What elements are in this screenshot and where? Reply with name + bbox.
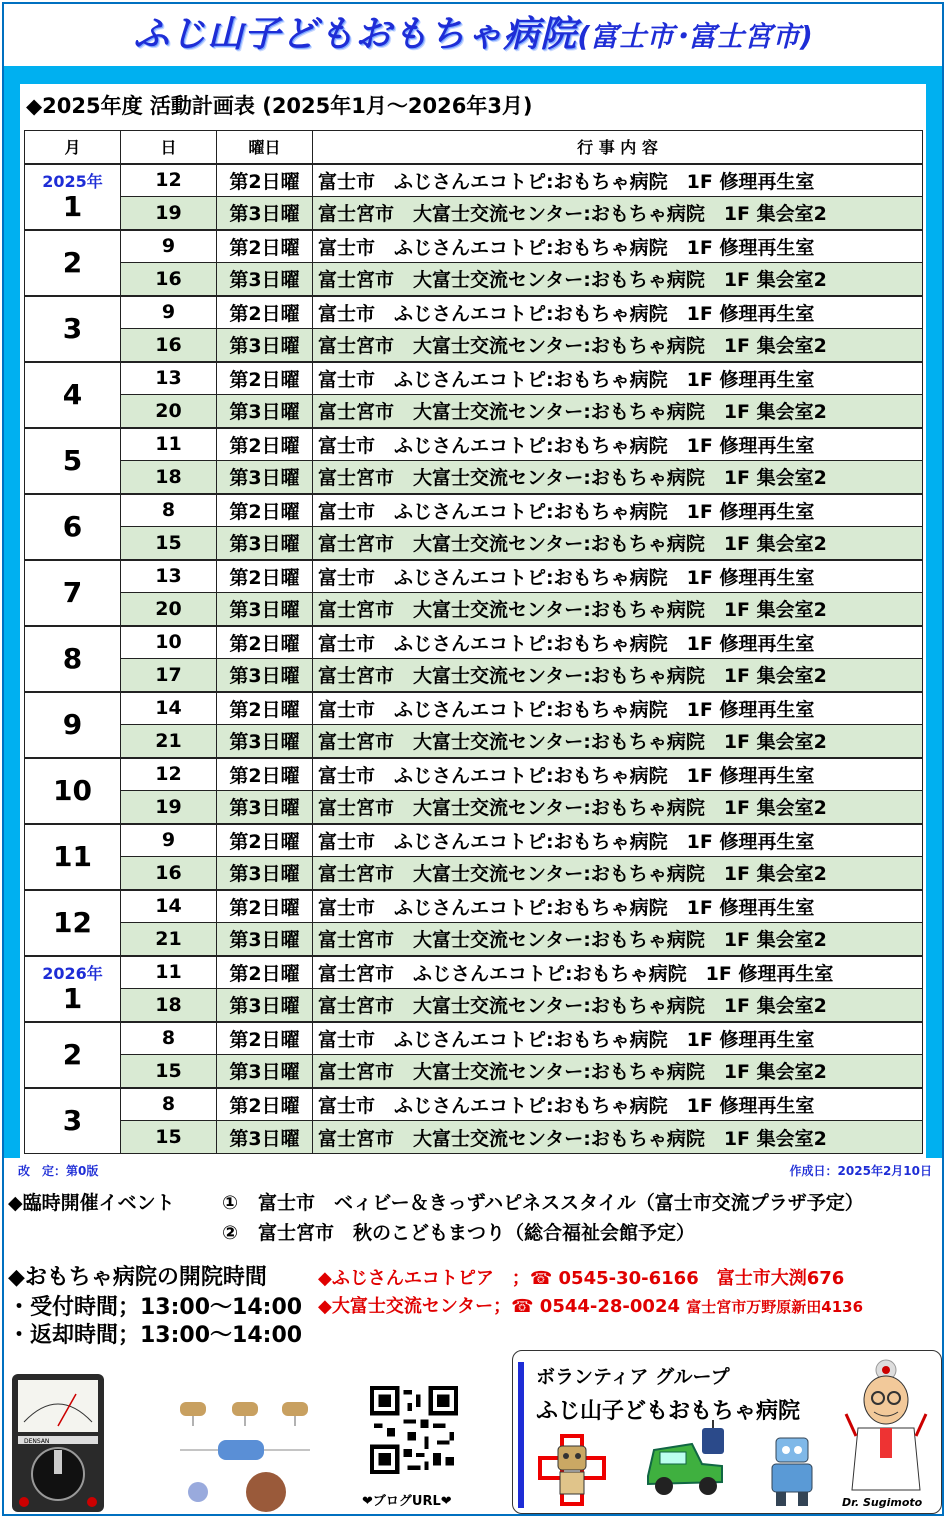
table-row	[25, 857, 923, 890]
day-cell: 15	[121, 1055, 217, 1088]
header-event: 行 事 内 容	[313, 131, 923, 164]
volunteer-bar	[518, 1362, 524, 1508]
page-title	[0, 6, 946, 62]
temporary-heading: ◆臨時開催イベント	[8, 1192, 175, 1214]
table-row	[25, 494, 923, 527]
weekday-cell: 第2日曜	[217, 890, 313, 923]
multimeter-icon	[10, 1372, 106, 1514]
month-number: 1	[62, 189, 83, 223]
day-cell: 20	[121, 593, 217, 626]
contact-ecotopia	[318, 1264, 844, 1290]
table-row	[25, 593, 923, 626]
day-cell: 19	[121, 197, 217, 230]
table-row	[25, 923, 923, 956]
month-cell	[25, 494, 121, 560]
created-date: 作成日：2025年2月10日	[789, 1164, 932, 1178]
contact-ofuji	[318, 1292, 863, 1318]
weekday-cell: 第3日曜	[217, 197, 313, 230]
day-cell: 18	[121, 461, 217, 494]
day-cell: 17	[121, 659, 217, 692]
temporary-item-num: ②	[222, 1222, 239, 1244]
month-cell	[25, 1022, 121, 1088]
weekday-cell: 第3日曜	[217, 725, 313, 758]
weekday-cell: 第3日曜	[217, 461, 313, 494]
day-cell: 13	[121, 560, 217, 593]
qr-code-icon[interactable]	[370, 1386, 458, 1474]
table-row	[25, 1121, 923, 1154]
month-number: 2	[62, 1037, 83, 1071]
day-cell: 21	[121, 725, 217, 758]
table-header-row	[25, 131, 923, 164]
event-cell: 富士宮市 大富士交流センター:おもちゃ病院 1F 集会室2	[313, 1121, 923, 1154]
robot-cross-icon	[536, 1432, 608, 1508]
event-cell: 富士宮市 大富士交流センター:おもちゃ病院 1F 集会室2	[313, 989, 923, 1022]
month-cell	[25, 758, 121, 824]
table-row	[25, 791, 923, 824]
table-row	[25, 659, 923, 692]
day-cell: 19	[121, 791, 217, 824]
table-row	[25, 1022, 923, 1055]
day-cell: 18	[121, 989, 217, 1022]
table-row	[25, 428, 923, 461]
reception-hours: ・受付時間；13:00～14:00	[8, 1295, 303, 1320]
weekday-cell: 第3日曜	[217, 923, 313, 956]
event-cell: 富士市 ふじさんエコトピ:おもちゃ病院 1F 修理再生室	[313, 758, 923, 791]
temporary-item-text: 富士宮市 秋のこどもまつり（総合福祉会館予定）	[258, 1222, 696, 1244]
qr-label: ❤ブログURL❤	[362, 1494, 452, 1509]
weekday-cell: 第2日曜	[217, 1022, 313, 1055]
table-row	[25, 956, 923, 989]
month-number: 10	[53, 773, 92, 807]
month-cell	[25, 296, 121, 362]
event-cell: 富士宮市 大富士交流センター:おもちゃ病院 1F 集会室2	[313, 1055, 923, 1088]
weekday-cell: 第2日曜	[217, 824, 313, 857]
weekday-cell: 第2日曜	[217, 758, 313, 791]
month-number: 6	[62, 509, 83, 543]
event-cell: 富士市 ふじさんエコトピ:おもちゃ病院 1F 修理再生室	[313, 1088, 923, 1121]
day-cell: 9	[121, 296, 217, 329]
weekday-cell: 第3日曜	[217, 1055, 313, 1088]
weekday-cell: 第2日曜	[217, 296, 313, 329]
weekday-cell: 第3日曜	[217, 593, 313, 626]
day-cell: 21	[121, 923, 217, 956]
month-cell	[25, 956, 121, 1022]
doctor-label: Dr. Sugimoto	[842, 1496, 923, 1509]
day-cell: 12	[121, 164, 217, 197]
day-cell: 12	[121, 758, 217, 791]
month-number: 3	[62, 311, 83, 345]
day-cell: 9	[121, 230, 217, 263]
month-cell	[25, 164, 121, 230]
month-cell	[25, 560, 121, 626]
table-row	[25, 824, 923, 857]
title-main: ふじ山子どもおもちゃ病院	[133, 14, 578, 55]
weekday-cell: 第3日曜	[217, 329, 313, 362]
table-row	[25, 692, 923, 725]
month-cell	[25, 230, 121, 296]
month-number: 1	[62, 981, 83, 1015]
title-sub: (富士市･富士宮市)	[577, 20, 813, 53]
event-cell: 富士宮市 大富士交流センター:おもちゃ病院 1F 集会室2	[313, 659, 923, 692]
day-cell: 16	[121, 329, 217, 362]
weekday-cell: 第3日曜	[217, 989, 313, 1022]
table-row	[25, 527, 923, 560]
hours-heading: ◆おもちゃ病院の開院時間	[8, 1265, 267, 1290]
volunteer-group-name: ふじ山子どもおもちゃ病院	[536, 1399, 801, 1424]
table-row	[25, 230, 923, 263]
month-number: 12	[53, 905, 92, 939]
weekday-cell: 第2日曜	[217, 230, 313, 263]
table-row	[25, 395, 923, 428]
weekday-cell: 第3日曜	[217, 857, 313, 890]
header-weekday: 曜日	[217, 131, 313, 164]
table-row	[25, 725, 923, 758]
table-row	[25, 890, 923, 923]
table-row	[25, 1088, 923, 1121]
weekday-cell: 第3日曜	[217, 263, 313, 296]
event-cell: 富士市 ふじさんエコトピ:おもちゃ病院 1F 修理再生室	[313, 560, 923, 593]
day-cell: 8	[121, 494, 217, 527]
month-cell	[25, 362, 121, 428]
month-number: 2	[62, 245, 83, 279]
month-number: 5	[62, 443, 83, 477]
event-cell: 富士宮市 大富士交流センター:おもちゃ病院 1F 集会室2	[313, 527, 923, 560]
event-cell: 富士宮市 大富士交流センター:おもちゃ病院 1F 集会室2	[313, 593, 923, 626]
weekday-cell: 第2日曜	[217, 494, 313, 527]
year-label: 2025年	[42, 171, 103, 191]
event-cell: 富士市 ふじさんエコトピ:おもちゃ病院 1F 修理再生室	[313, 362, 923, 395]
doctor-icon	[838, 1356, 934, 1496]
day-cell: 9	[121, 824, 217, 857]
day-cell: 10	[121, 626, 217, 659]
month-number: 9	[62, 707, 83, 741]
month-cell	[25, 890, 121, 956]
day-cell: 13	[121, 362, 217, 395]
plan-heading: ◆2025年度 活動計画表 (2025年1月～2026年3月)	[26, 94, 533, 118]
weekday-cell: 第2日曜	[217, 1088, 313, 1121]
volunteer-group-label: ボランティア グループ	[536, 1366, 730, 1388]
table-row	[25, 362, 923, 395]
table-row	[25, 164, 923, 197]
event-cell: 富士宮市 大富士交流センター:おもちゃ病院 1F 集会室2	[313, 923, 923, 956]
event-cell: 富士宮市 大富士交流センター:おもちゃ病院 1F 集会室2	[313, 263, 923, 296]
temporary-item-text: 富士市 ベィビー＆きっずハピネススタイル（富士市交流プラザ予定）	[258, 1192, 864, 1214]
day-cell: 11	[121, 956, 217, 989]
return-hours: ・返却時間；13:00～14:00	[8, 1323, 303, 1348]
weekday-cell: 第3日曜	[217, 791, 313, 824]
day-cell: 16	[121, 857, 217, 890]
day-cell: 14	[121, 890, 217, 923]
weekday-cell: 第2日曜	[217, 428, 313, 461]
table-row	[25, 560, 923, 593]
event-cell: 富士宮市 大富士交流センター:おもちゃ病院 1F 集会室2	[313, 857, 923, 890]
month-number: 8	[62, 641, 83, 675]
header-month: 月	[25, 131, 121, 164]
weekday-cell: 第2日曜	[217, 626, 313, 659]
event-cell: 富士市 ふじさんエコトピ:おもちゃ病院 1F 修理再生室	[313, 824, 923, 857]
weekday-cell: 第3日曜	[217, 527, 313, 560]
toy-car-icon	[640, 1420, 730, 1504]
table-row	[25, 758, 923, 791]
event-cell: 富士宮市 大富士交流センター:おもちゃ病院 1F 集会室2	[313, 791, 923, 824]
event-cell: 富士市 ふじさんエコトピ:おもちゃ病院 1F 修理再生室	[313, 164, 923, 197]
month-number: 7	[62, 575, 83, 609]
month-cell	[25, 428, 121, 494]
day-cell: 11	[121, 428, 217, 461]
event-cell: 富士宮市 ふじさんエコトピ:おもちゃ病院 1F 修理再生室	[313, 956, 923, 989]
toy-robot-icon	[762, 1432, 822, 1510]
temporary-item-num: ①	[222, 1192, 239, 1214]
weekday-cell: 第3日曜	[217, 1121, 313, 1154]
event-cell: 富士市 ふじさんエコトピ:おもちゃ病院 1F 修理再生室	[313, 230, 923, 263]
weekday-cell: 第3日曜	[217, 395, 313, 428]
table-row	[25, 329, 923, 362]
table-row	[25, 1055, 923, 1088]
weekday-cell: 第2日曜	[217, 164, 313, 197]
event-cell: 富士宮市 大富士交流センター:おもちゃ病院 1F 集会室2	[313, 395, 923, 428]
event-cell: 富士市 ふじさんエコトピ:おもちゃ病院 1F 修理再生室	[313, 890, 923, 923]
weekday-cell: 第2日曜	[217, 956, 313, 989]
event-cell: 富士市 ふじさんエコトピ:おもちゃ病院 1F 修理再生室	[313, 692, 923, 725]
month-number: 11	[53, 839, 92, 873]
day-cell: 14	[121, 692, 217, 725]
revision-label: 改 定：第0版	[18, 1164, 99, 1178]
event-cell: 富士市 ふじさんエコトピ:おもちゃ病院 1F 修理再生室	[313, 1022, 923, 1055]
month-cell	[25, 626, 121, 692]
event-cell: 富士市 ふじさんエコトピ:おもちゃ病院 1F 修理再生室	[313, 494, 923, 527]
temporary-item	[222, 1218, 695, 1245]
table-row	[25, 263, 923, 296]
month-number: 4	[62, 377, 83, 411]
event-cell: 富士宮市 大富士交流センター:おもちゃ病院 1F 集会室2	[313, 461, 923, 494]
event-cell: 富士宮市 大富士交流センター:おもちゃ病院 1F 集会室2	[313, 725, 923, 758]
month-cell	[25, 1088, 121, 1154]
weekday-cell: 第2日曜	[217, 560, 313, 593]
month-cell	[25, 692, 121, 758]
day-cell: 20	[121, 395, 217, 428]
event-cell: 富士宮市 大富士交流センター:おもちゃ病院 1F 集会室2	[313, 329, 923, 362]
day-cell: 8	[121, 1088, 217, 1121]
event-cell: 富士市 ふじさんエコトピ:おもちゃ病院 1F 修理再生室	[313, 428, 923, 461]
table-row	[25, 197, 923, 230]
year-label: 2026年	[42, 963, 103, 983]
event-cell: 富士宮市 大富士交流センター:おもちゃ病院 1F 集会室2	[313, 197, 923, 230]
weekday-cell: 第2日曜	[217, 362, 313, 395]
day-cell: 16	[121, 263, 217, 296]
schedule-table	[24, 130, 923, 1154]
day-cell: 8	[121, 1022, 217, 1055]
event-cell: 富士市 ふじさんエコトピ:おもちゃ病院 1F 修理再生室	[313, 626, 923, 659]
table-row	[25, 626, 923, 659]
day-cell: 15	[121, 1121, 217, 1154]
weekday-cell: 第3日曜	[217, 659, 313, 692]
contact-text: ◆ふじさんエコトピア ；☎ 0545-30-6166 富士市大渕676	[318, 1268, 845, 1289]
electronic-parts-icon	[170, 1392, 320, 1512]
contact-text: ◆大富士交流センター；☎ 0544-28-0024	[318, 1296, 687, 1317]
contact-address: 富士宮市万野原新田4136	[686, 1298, 864, 1316]
day-cell: 15	[121, 527, 217, 560]
month-cell	[25, 824, 121, 890]
header-day: 日	[121, 131, 217, 164]
weekday-cell: 第2日曜	[217, 692, 313, 725]
month-number: 3	[62, 1103, 83, 1137]
table-row	[25, 296, 923, 329]
table-row	[25, 461, 923, 494]
table-row	[25, 989, 923, 1022]
temporary-item	[222, 1188, 864, 1215]
event-cell: 富士市 ふじさんエコトピ:おもちゃ病院 1F 修理再生室	[313, 296, 923, 329]
meter-brand: DENSAN	[24, 1438, 50, 1445]
